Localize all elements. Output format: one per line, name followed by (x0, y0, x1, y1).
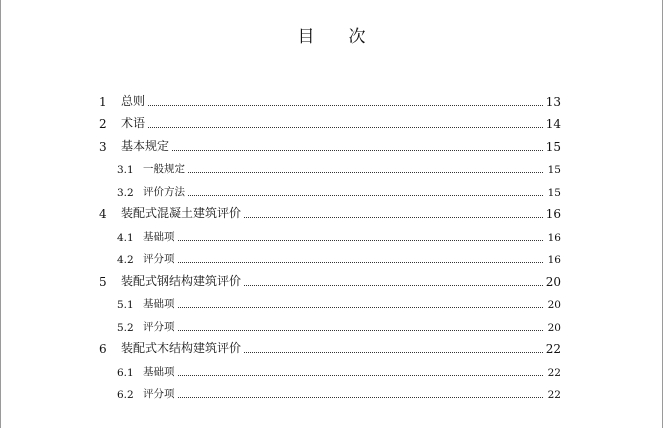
toc-leader-dots (244, 352, 543, 353)
toc-entry-number: 1 (99, 94, 107, 109)
toc-entry-number: 4.1 (117, 231, 134, 244)
toc-leader-dots (244, 217, 543, 218)
page-title (0, 22, 663, 47)
toc-entry-number: 6.1 (117, 366, 134, 379)
toc-leader-dots (148, 105, 543, 106)
toc-entry-page: 16 (547, 254, 561, 266)
toc-entry-page: 22 (547, 366, 561, 379)
toc-entry-page: 14 (545, 117, 561, 131)
toc-entry-title: 评价方法 (143, 185, 185, 198)
toc-leader-dots (178, 307, 544, 308)
toc-subentry[interactable] (99, 244, 561, 267)
toc-entry-page: 15 (545, 139, 561, 154)
toc-entry-number: 3 (99, 139, 107, 154)
toc-entry-title: 评分项 (143, 320, 175, 333)
toc-subentry[interactable] (99, 311, 561, 334)
toc-leader-dots (178, 262, 544, 263)
toc-entry-number: 3.2 (117, 186, 134, 199)
toc-subentry[interactable] (99, 289, 561, 312)
toc-entry-title: 装配式钢结构建筑评价 (121, 273, 242, 288)
toc-leader-dots (178, 240, 544, 241)
toc-leader-dots (178, 397, 544, 398)
toc-entry-title: 基础项 (143, 230, 175, 243)
toc-entry-title: 评分项 (143, 253, 175, 265)
toc-subentry[interactable] (99, 379, 561, 402)
toc-entry-number: 2 (99, 117, 107, 131)
toc-leader-dots (172, 150, 543, 151)
toc-entry-title: 装配式混凝土建筑评价 (121, 206, 242, 220)
toc-entry[interactable] (99, 334, 561, 357)
toc-entry-number: 3.1 (117, 164, 134, 176)
page-border-left (0, 0, 1, 428)
toc-entry-number: 5.2 (117, 321, 134, 334)
toc-subentry[interactable] (99, 176, 561, 199)
toc-entry-title: 装配式木结构建筑评价 (121, 341, 242, 355)
toc-entry-title: 基础项 (143, 365, 175, 378)
toc-entry-title: 术语 (121, 116, 146, 130)
toc-entry-number: 4 (99, 207, 107, 221)
toc-leader-dots (178, 375, 544, 376)
toc-entry-page: 22 (545, 342, 561, 356)
toc-entry[interactable] (99, 199, 561, 222)
title-char-1: 目 (297, 27, 315, 47)
toc-subentry[interactable] (99, 356, 561, 379)
toc-entry-number: 5 (99, 274, 107, 289)
toc-entry-title: 基础项 (143, 298, 175, 310)
toc-leader-dots (148, 127, 543, 128)
toc-entry-page: 20 (545, 274, 561, 289)
toc-entry[interactable] (99, 86, 561, 109)
toc-entry-title: 评分项 (143, 388, 175, 400)
toc-entry-page: 20 (547, 321, 561, 334)
toc-leader-dots (178, 330, 544, 331)
toc-entry-title: 一般规定 (143, 163, 185, 175)
toc-entry-number: 6 (99, 342, 107, 356)
toc-leader-dots (188, 195, 543, 196)
toc-entry-page: 22 (547, 389, 561, 401)
toc-entry-page: 20 (547, 299, 561, 311)
toc-subentry[interactable] (99, 154, 561, 177)
toc-entry-page: 15 (547, 186, 561, 199)
toc-entry[interactable] (99, 266, 561, 289)
table-of-contents (99, 86, 561, 401)
toc-entry-number: 4.2 (117, 254, 134, 266)
toc-entry-page: 15 (547, 164, 561, 176)
toc-entry-title: 基本规定 (121, 138, 170, 153)
toc-entry[interactable] (99, 109, 561, 132)
toc-entry-number: 5.1 (117, 299, 134, 311)
toc-leader-dots (244, 285, 543, 286)
toc-subentry[interactable] (99, 221, 561, 244)
toc-entry-page: 13 (545, 94, 561, 109)
toc-leader-dots (188, 172, 543, 173)
toc-entry-page: 16 (545, 207, 561, 221)
toc-entry-number: 6.2 (117, 389, 134, 401)
title-char-2: 次 (348, 27, 366, 47)
toc-entry-page: 16 (547, 231, 561, 244)
toc-entry-title: 总则 (121, 93, 146, 108)
toc-entry[interactable] (99, 131, 561, 154)
